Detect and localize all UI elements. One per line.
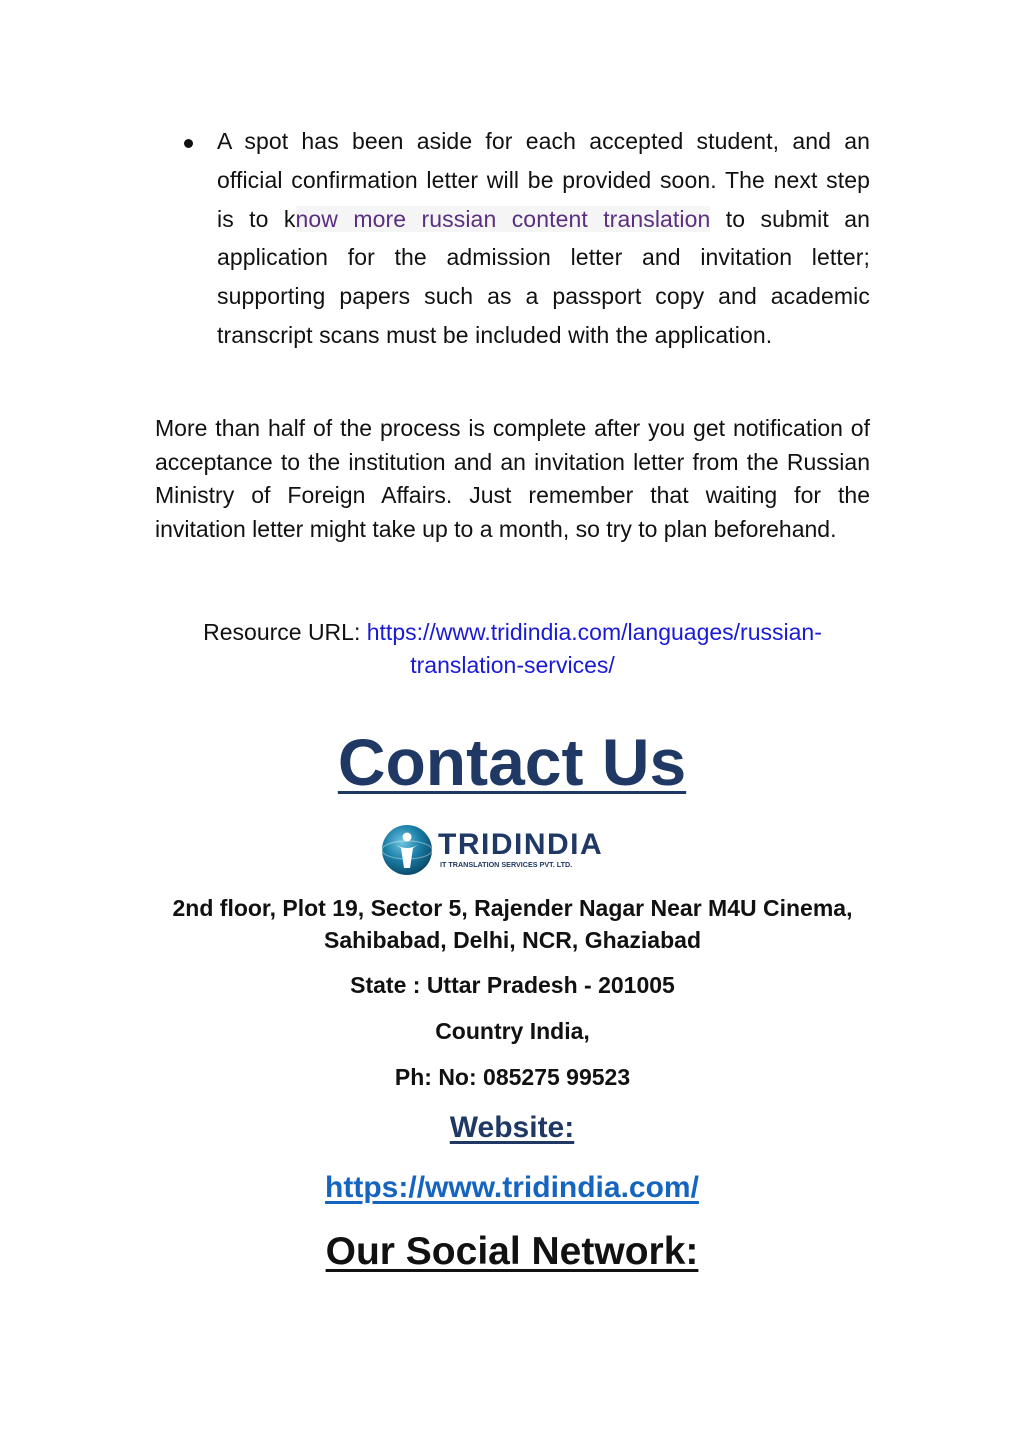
tridindia-logo — [380, 822, 642, 878]
logo-name: TRIDINDIA — [438, 828, 604, 861]
website-label-text: Website: — [449, 1111, 575, 1144]
body-paragraph: More than half of the process is complete after you get notification of acceptance to the institution and an invitation letter from the Russian Ministry of Foreign Affairs. Just remember that waiting for the invitation letter might take up to a month, so try to plan beforehand. — [155, 415, 870, 542]
resource-url-link[interactable]: https://www.tridindia.com/languages/russian-translation-services/ — [366, 619, 822, 678]
resource-label: Resource URL: — [203, 619, 367, 645]
contact-heading — [0, 722, 1024, 802]
social-network-heading-text: Our Social Network: — [325, 1230, 699, 1273]
figure-head-icon — [403, 833, 412, 842]
state-text: State : Uttar Pradesh - 201005 — [350, 972, 675, 998]
address-text: 2nd floor, Plot 19, Sector 5, Rajender Nagar Near M4U Cinema, Sahibabad, Delhi, NCR, Ghaziabad — [172, 895, 853, 953]
website-label — [0, 1106, 1024, 1150]
bullet-text-after: to submit an application for the admission letter and invitation letter; supporting papers such as a passport copy and academic transcript scans must be included with the application. — [217, 205, 870, 348]
phone-text: Ph: No: 085275 99523 — [394, 1064, 631, 1090]
bullet-text-before: A spot has been aside for each accepted student, and an official confirmation letter will be provided soon. The next step is to k — [217, 128, 870, 232]
website-url-link[interactable] — [325, 1171, 699, 1204]
website-url — [0, 1166, 1024, 1210]
bullet-list-item — [184, 122, 870, 355]
logo-tagline: IT TRANSLATION SERVICES PVT. LTD. — [440, 860, 573, 869]
inline-link-russian-content-translation[interactable]: now more russian content translation — [295, 205, 711, 232]
bullet-text — [217, 122, 870, 355]
resource-line — [155, 616, 870, 682]
website-url-text: https://www.tridindia.com/ — [325, 1171, 699, 1204]
contact-heading-text: Contact Us — [337, 725, 687, 799]
bullet-icon — [184, 139, 193, 148]
country-text: Country India, — [435, 1018, 590, 1044]
social-network-heading — [0, 1226, 1024, 1278]
